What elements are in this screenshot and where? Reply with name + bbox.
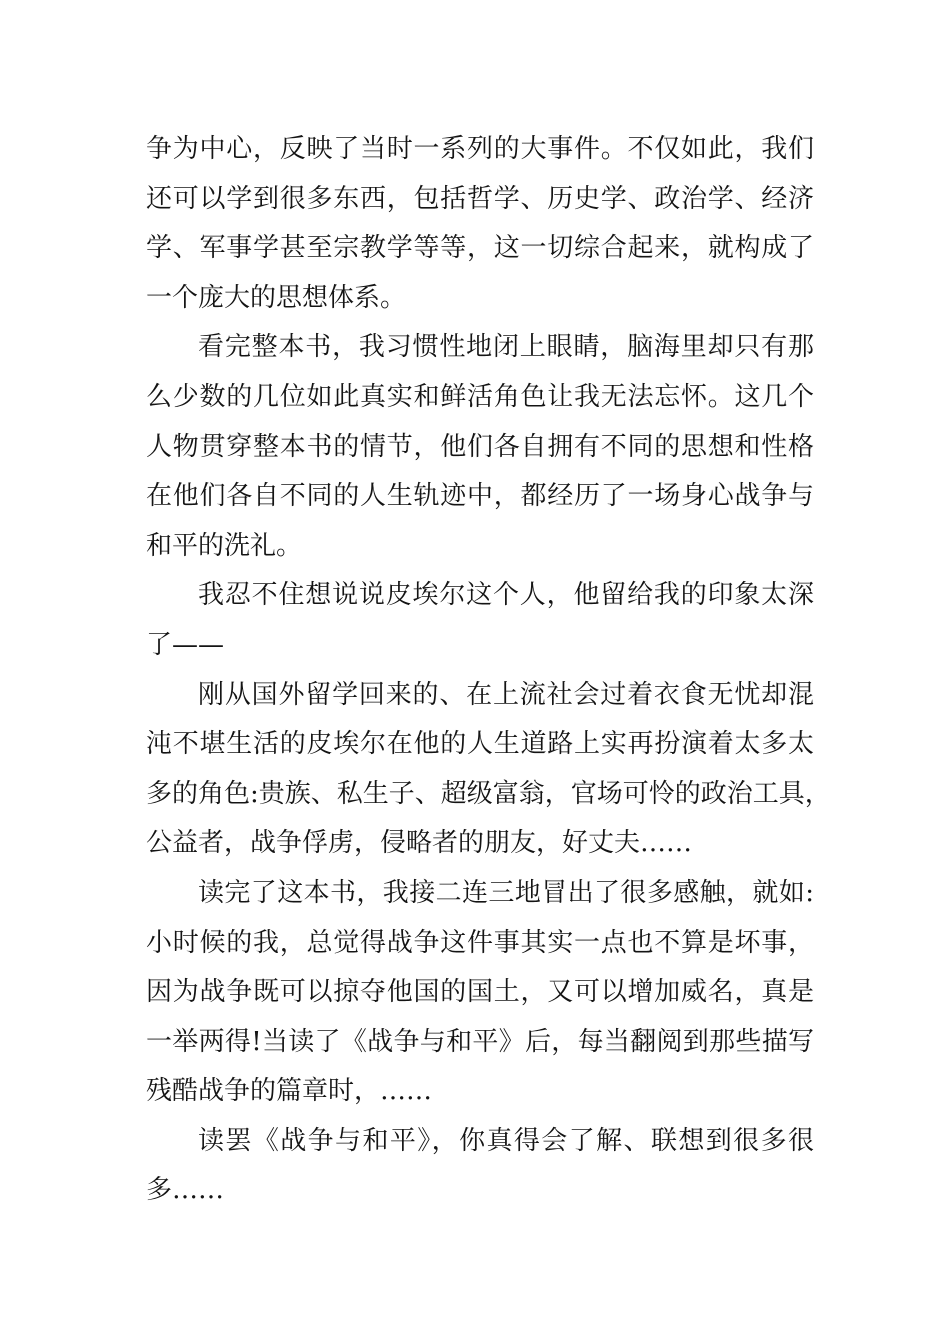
- text-line: 在他们各自不同的人生轨迹中，都经历了一场身心战争与: [146, 481, 814, 512]
- text-line: 和平的洗礼。: [146, 530, 303, 561]
- text-line: 一个庞大的思想体系。: [146, 282, 407, 313]
- text-line: 我忍不住想说说皮埃尔这个人，他留给我的印象太深: [198, 580, 814, 611]
- text-line: 残酷战争的篇章时，……: [146, 1076, 433, 1107]
- text-line: 争为中心，反映了当时一系列的大事件。不仅如此，我们: [146, 134, 814, 164]
- text-line: 因为战争既可以掠夺他国的国土，又可以增加威名，真是: [146, 977, 814, 1008]
- text-line: 还可以学到很多东西，包括哲学、历史学、政治学、经济: [146, 183, 814, 214]
- text-line: 沌不堪生活的皮埃尔在他的人生道路上实再扮演着太多太: [146, 729, 814, 760]
- text-line: 多的角色:贵族、私生子、超级富翁，官场可怜的政治工具，: [146, 778, 831, 809]
- text-line: 人物贯穿整本书的情节，他们各自拥有不同的思想和性格: [146, 431, 814, 462]
- text-line: 看完整本书，我习惯性地闭上眼睛，脑海里却只有那: [198, 332, 814, 363]
- text-line: 了——: [146, 629, 225, 660]
- text-line: 一举两得!当读了《战争与和平》后，每当翻阅到那些描写: [146, 1026, 814, 1057]
- text-line: 小时候的我，总觉得战争这件事其实一点也不算是坏事，: [146, 927, 814, 958]
- text-line: 学、军事学甚至宗教学等等，这一切综合起来，就构成了: [146, 233, 814, 264]
- text-line: 刚从国外留学回来的、在上流社会过着衣食无忧却混: [198, 679, 814, 710]
- body-text: [146, 125, 831, 1216]
- text-line: 公益者，战争俘虏，侵略者的朋友，好丈夫……: [146, 828, 693, 859]
- text-line: 读罢《战争与和平》，你真得会了解、联想到很多很: [198, 1125, 814, 1156]
- text-line: 么少数的几位如此真实和鲜活角色让我无法忘怀。这几个: [146, 381, 814, 412]
- text-line: 读完了这本书，我接二连三地冒出了很多感触，就如:: [198, 877, 814, 908]
- text-line: 多……: [146, 1175, 225, 1206]
